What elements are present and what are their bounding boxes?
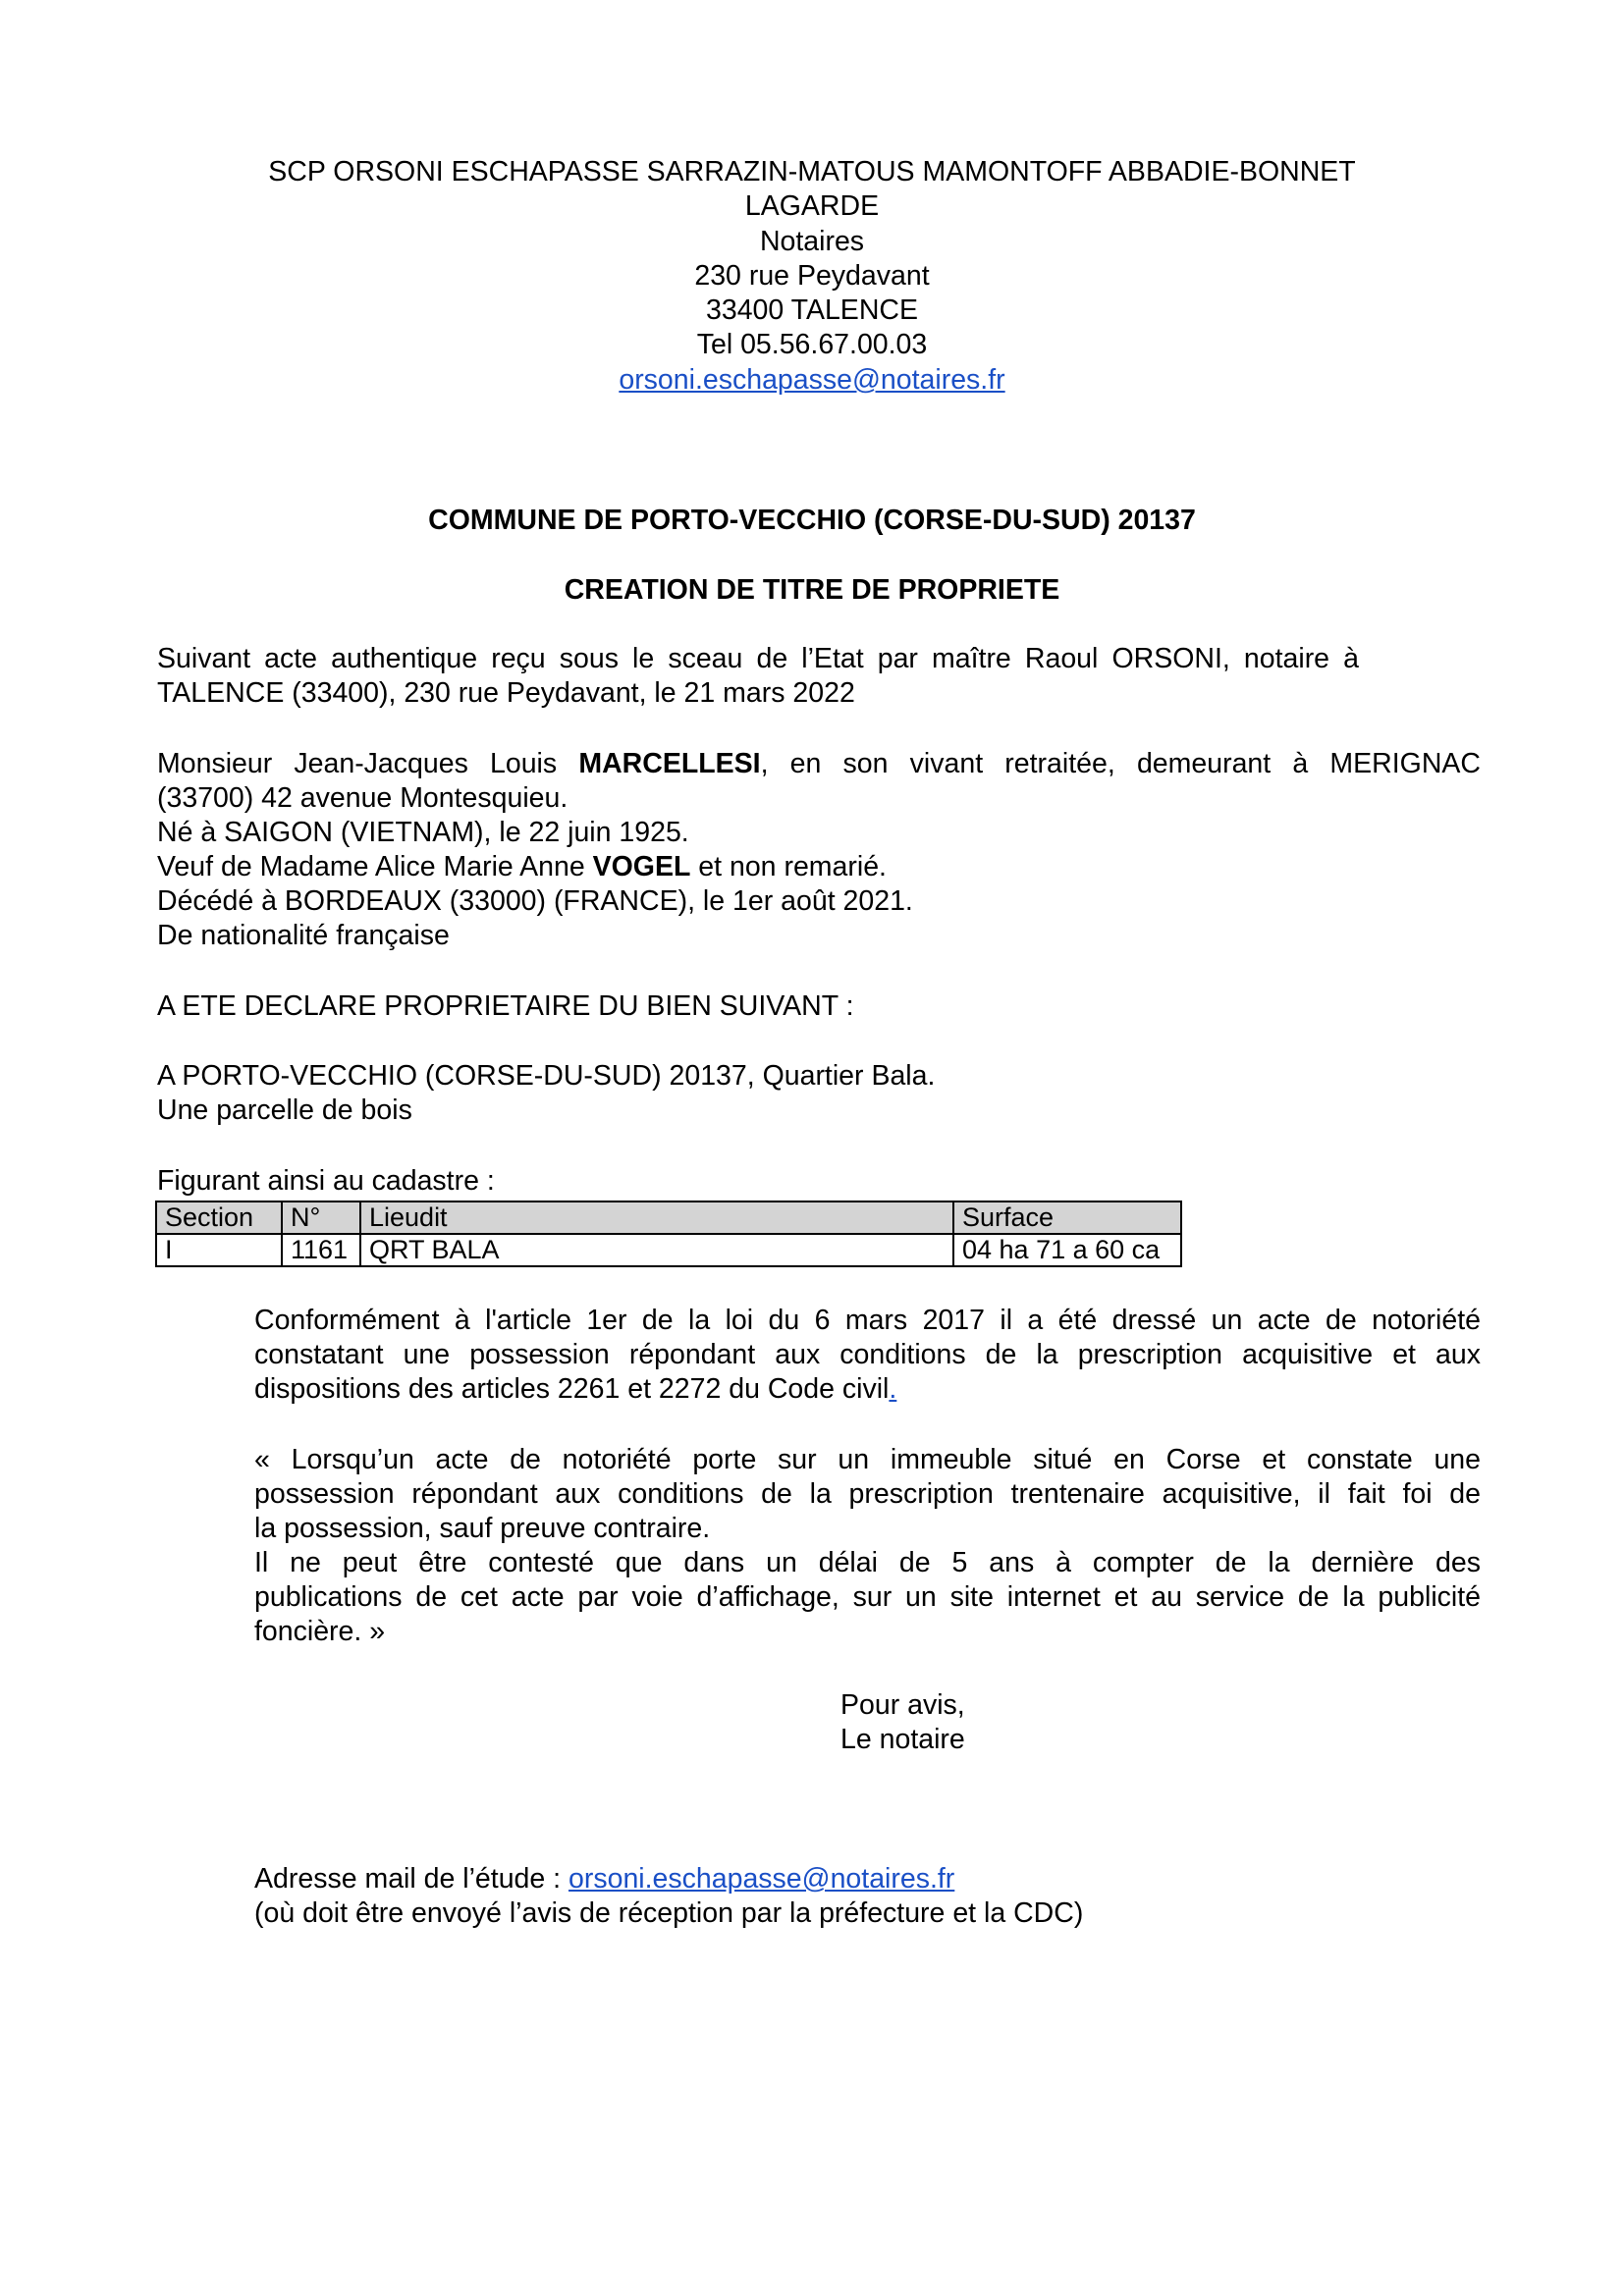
firm-email-link[interactable]: orsoni.eschapasse@notaires.fr [619, 364, 1005, 396]
person-line: (33700) 42 avenue Montesquieu. [157, 782, 568, 814]
paragraph-line: constatant une possession répondant aux conditions de la prescription acquisitive et aux [254, 1339, 1481, 1370]
quote-paragraph [254, 1443, 1481, 1649]
person-line: Né à SAIGON (VIETNAM), le 22 juin 1925. [157, 817, 689, 848]
firm-role: Notaires [759, 226, 865, 257]
quote-line: publications de cet acte par voie d’affichage, sur un site internet et au service de la publicité [254, 1581, 1481, 1613]
surname: MARCELLESI [578, 748, 761, 779]
declared-heading: A ETE DECLARE PROPRIETAIRE DU BIEN SUIVANT : [157, 990, 854, 1022]
person-line: Veuf de Madame Alice Marie Anne VOGEL et non remarié. [157, 851, 887, 882]
person-line: De nationalité française [157, 920, 450, 951]
closing-line: Pour avis, [840, 1689, 965, 1721]
paragraph-line: Conformément à l'article 1er de la loi du 6 mars 2017 il a été dressé un acte de notoriété [254, 1305, 1481, 1336]
cell-lieudit: QRT BALA [360, 1234, 953, 1266]
cell-section: I [156, 1234, 282, 1266]
footer-email-label: Adresse mail de l’étude : [254, 1863, 568, 1895]
footer-email-link[interactable]: orsoni.eschapasse@notaires.fr [568, 1863, 955, 1895]
header-lieudit: Lieudit [360, 1201, 953, 1234]
header-surface: Surface [953, 1201, 1181, 1234]
quote-line: « Lorsqu’un acte de notoriété porte sur un immeuble situé en Corse et constate une [254, 1444, 1481, 1475]
footer-email-row [254, 1862, 954, 1896]
firm-city: 33400 TALENCE [706, 294, 918, 326]
header-section: Section [156, 1201, 282, 1234]
spouse-surname: VOGEL [592, 851, 691, 882]
notoriety-paragraph [254, 1304, 1481, 1407]
table-header-row [156, 1201, 1181, 1234]
quote-line: Il ne peut être contesté que dans un délai de 5 ans à compter de la dernière des [254, 1547, 1481, 1578]
person-line: Décédé à BORDEAUX (33000) (FRANCE), le 1er août 2021. [157, 885, 913, 917]
firm-street: 230 rue Peydavant [694, 260, 930, 292]
table-row [156, 1234, 1181, 1266]
acte-paragraph [157, 642, 1359, 711]
document-title: CREATION DE TITRE DE PROPRIETE [564, 574, 1060, 606]
signature-line: Le notaire [840, 1724, 965, 1755]
cell-surface: 04 ha 71 a 60 ca [953, 1234, 1181, 1266]
cadastre-intro: Figurant ainsi au cadastre : [157, 1165, 495, 1197]
cell-number: 1161 [282, 1234, 360, 1266]
footer-note: (où doit être envoyé l’avis de réception par la préfecture et la CDC) [254, 1897, 1084, 1929]
quote-line: possession répondant aux conditions de la prescription trentenaire acquisitive, il fait foi de [254, 1478, 1481, 1510]
header-number: N° [282, 1201, 360, 1234]
trailing-link[interactable]: . [889, 1373, 897, 1405]
acte-line: TALENCE (33400), 230 rue Peydavant, le 21 mars 2022 [157, 677, 855, 709]
paragraph-line: dispositions des articles 2261 et 2272 du Code civil. [254, 1373, 897, 1405]
person-line: Monsieur Jean-Jacques Louis MARCELLESI, en son vivant retraitée, demeurant à MERIGNAC [157, 748, 1481, 779]
cadastre-table [155, 1201, 1182, 1267]
firm-email-row [0, 363, 1624, 398]
commune-title: COMMUNE DE PORTO-VECCHIO (CORSE-DU-SUD) 20137 [428, 505, 1196, 536]
quote-line: la possession, sauf preuve contraire. [254, 1513, 711, 1544]
person-paragraph [157, 747, 1481, 953]
firm-name-continued: LAGARDE [744, 190, 880, 222]
property-description: Une parcelle de bois [157, 1095, 412, 1126]
property-location: A PORTO-VECCHIO (CORSE-DU-SUD) 20137, Quartier Bala. [157, 1060, 936, 1092]
quote-line: foncière. » [254, 1616, 386, 1647]
firm-name: SCP ORSONI ESCHAPASSE SARRAZIN-MATOUS MAMONTOFF ABBADIE-BONNET [268, 156, 1356, 187]
acte-line: Suivant acte authentique reçu sous le sceau de l’Etat par maître Raoul ORSONI, notaire à [157, 643, 1359, 674]
firm-phone: Tel 05.56.67.00.03 [696, 329, 928, 360]
